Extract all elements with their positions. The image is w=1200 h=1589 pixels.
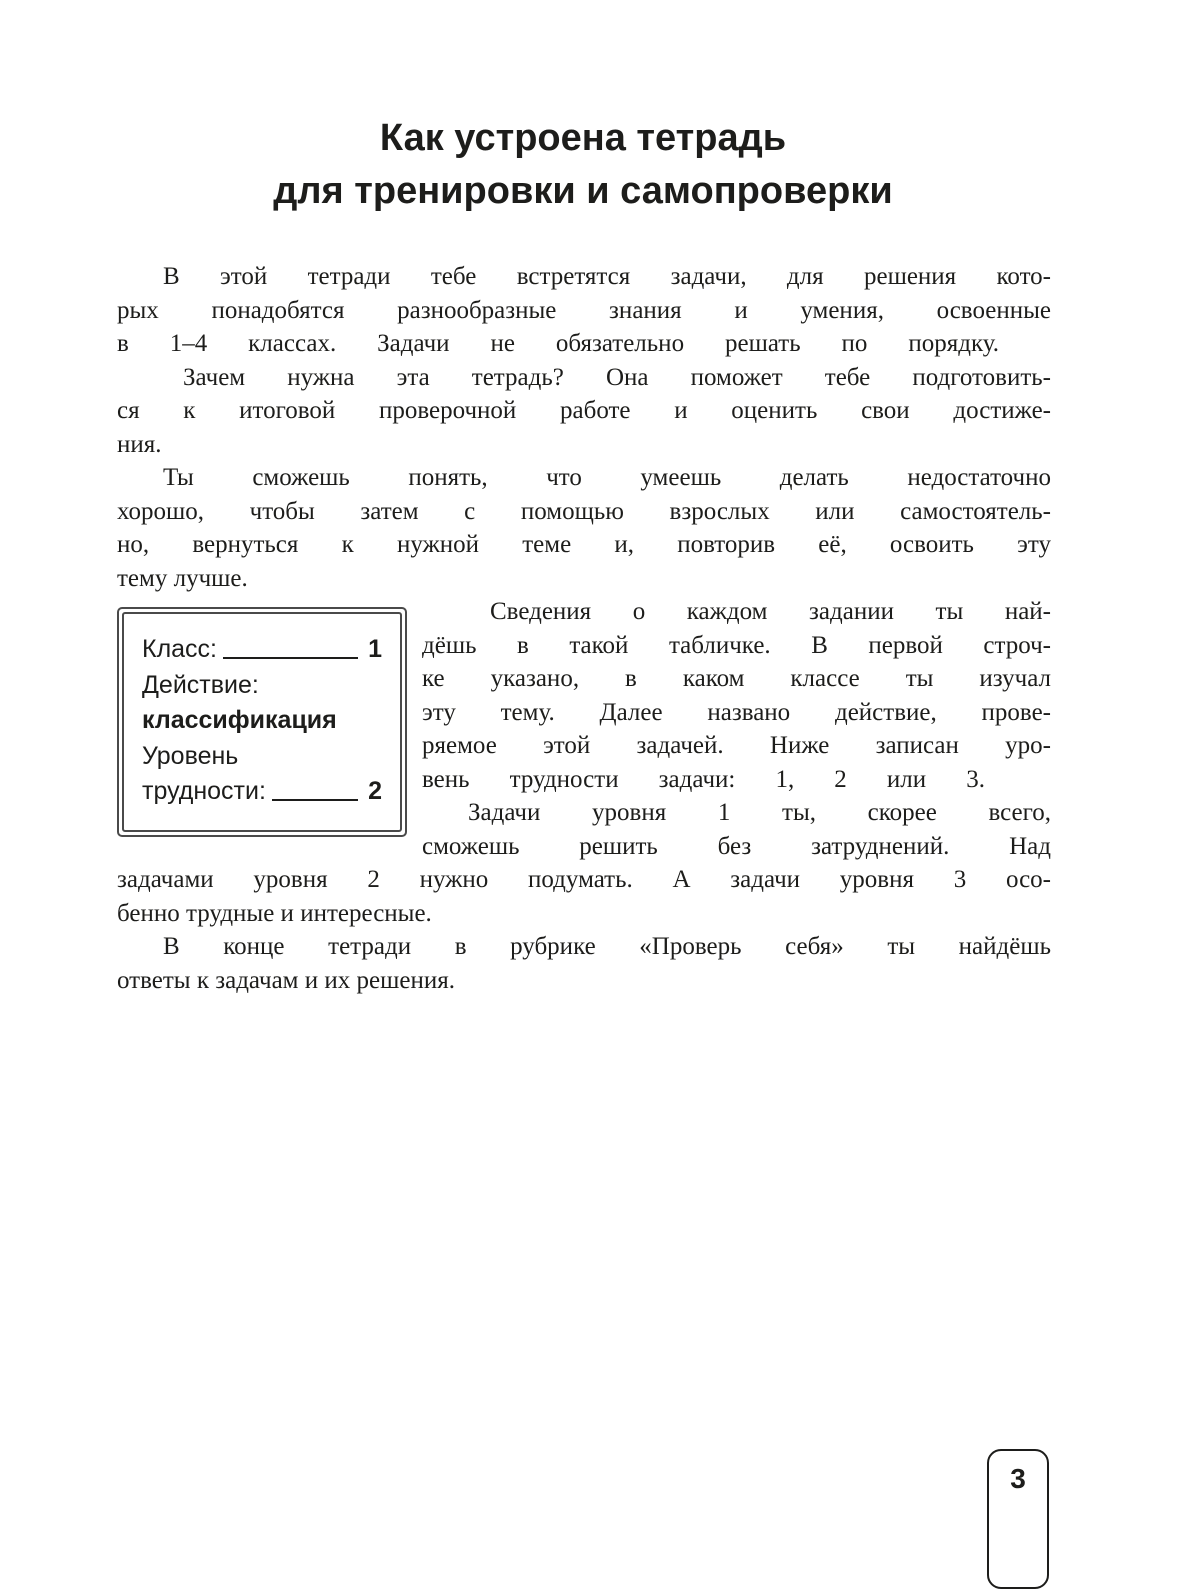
text-line: Зачем нужна эта тетрадь? Она поможет тебе подготовить- xyxy=(183,363,1051,391)
action-label: Действие: xyxy=(142,670,259,699)
text-line: хорошо, чтобы затем с помощью взрослых или самостоятель- xyxy=(117,497,1051,525)
level-row xyxy=(142,774,382,810)
level-underline xyxy=(272,798,358,801)
action-value: классификация xyxy=(142,706,337,734)
text-line: тему лучше. xyxy=(117,564,248,592)
text-line: рых понадобятся разнообразные знания и умения, освоенные xyxy=(117,296,1051,324)
text-line: дёшь в такой табличке. В первой строч- xyxy=(422,631,1051,659)
text-line: В этой тетради тебе встретятся задачи, для решения кото- xyxy=(163,263,1051,290)
class-row xyxy=(142,632,382,668)
page-title-line-1: Как устроена тетрадь xyxy=(379,117,787,159)
text-line: ке указано, в каком классе ты изучал xyxy=(422,665,1051,692)
text-line: в 1–4 классах. Задачи не обязательно решать по порядку. xyxy=(117,330,999,357)
level-label-2: трудности: xyxy=(142,777,266,805)
text-line: Ты сможешь понять, что умеешь делать недостаточно xyxy=(163,464,1051,491)
text-line: ряемое этой задачей. Ниже записан уро- xyxy=(422,732,1051,759)
class-underline xyxy=(223,656,358,659)
page-title xyxy=(0,112,1166,218)
class-label: Класс: xyxy=(142,635,217,663)
intro-text xyxy=(117,260,1051,595)
side-text xyxy=(422,595,1051,863)
text-line: вень трудности задачи: 1, 2 или 3. xyxy=(422,765,985,793)
class-value: 1 xyxy=(368,635,382,663)
task-info-box xyxy=(117,607,407,837)
text-line: В конце тетради в рубрике «Проверь себя» ты найдёшь xyxy=(163,933,1051,960)
level-label: Уровень xyxy=(142,741,239,770)
text-line: Задачи уровня 1 ты, скорее всего, xyxy=(468,799,1051,826)
text-line: но, вернуться к нужной теме и, повторив её, освоить эту xyxy=(117,531,1051,558)
closing-text xyxy=(117,863,1051,997)
text-line: бенно трудные и интересные. xyxy=(117,899,432,927)
text-line: ся к итоговой проверочной работе и оценить свои достиже- xyxy=(117,397,1051,424)
page-number-tab xyxy=(987,1449,1049,1589)
text-line: сможешь решить без затруднений. Над xyxy=(422,832,1051,860)
page-title-line-2: для тренировки и самопроверки xyxy=(273,170,893,212)
text-line: ния. xyxy=(117,430,162,458)
text-line: эту тему. Далее названо действие, прове- xyxy=(422,698,1051,726)
text-line: ответы к задачам и их решения. xyxy=(117,966,455,994)
task-info-box-inner xyxy=(122,612,402,832)
level-value: 2 xyxy=(368,777,382,805)
page-number: 3 xyxy=(1010,1463,1026,1494)
text-line: задачами уровня 2 нужно подумать. А задачи уровня 3 осо- xyxy=(117,866,1051,893)
text-line: Сведения о каждом задании ты най- xyxy=(490,598,1051,625)
